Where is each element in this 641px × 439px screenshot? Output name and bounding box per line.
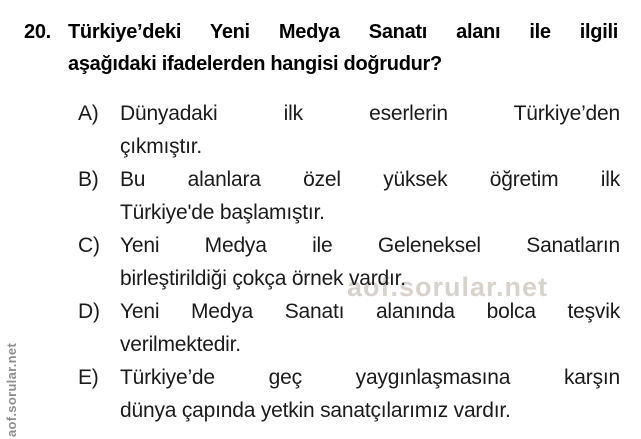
option-d-text xyxy=(120,295,620,361)
option-a-line-1: Dünyadaki ilk eserlerin Türkiye’den xyxy=(120,102,620,125)
option-c-line-1: Yeni Medya ile Geleneksel Sanatların xyxy=(120,234,620,257)
option-a-line-2: çıkmıştır. xyxy=(120,135,203,158)
option-b xyxy=(78,163,620,229)
option-a xyxy=(78,97,620,163)
option-a-text xyxy=(120,97,620,163)
option-c-text xyxy=(120,229,620,295)
option-d-line-2: verilmektedir. xyxy=(120,333,241,356)
question-line-1: Türkiye’deki Yeni Medya Sanatı alanı ile ilgili xyxy=(68,21,618,43)
option-d xyxy=(78,295,620,361)
question-text xyxy=(68,16,618,80)
option-b-letter: B) xyxy=(78,168,99,191)
question-line-2: aşağıdaki ifadelerden hangisi doğrudur? xyxy=(68,53,442,75)
option-d-letter: D) xyxy=(78,300,100,323)
question-number: 20. xyxy=(24,21,51,43)
option-e-letter: E) xyxy=(78,366,99,389)
left-vertical-watermark: aof.sorular.net xyxy=(4,342,19,437)
option-e xyxy=(78,361,620,427)
option-e-line-1: Türkiye’de geç yaygınlaşmasına karşın xyxy=(120,366,620,389)
option-b-text xyxy=(120,163,620,229)
option-a-letter: A) xyxy=(78,102,99,125)
option-c-letter: C) xyxy=(78,234,100,257)
option-b-line-2: Türkiye'de başlamıştır. xyxy=(120,201,325,224)
option-d-line-1: Yeni Medya Sanatı alanında bolca teşvik xyxy=(120,300,620,323)
option-c xyxy=(78,229,620,295)
options-list xyxy=(78,97,620,427)
center-watermark: aof.sorular.net xyxy=(347,272,549,302)
option-e-text xyxy=(120,361,620,427)
question-block xyxy=(24,16,618,80)
option-c-line-2: birleştirildiği çokça örnek vardır. xyxy=(120,267,406,290)
option-e-line-2: dünya çapında yetkin sanatçılarımız vardır. xyxy=(120,399,511,422)
option-b-line-1: Bu alanlara özel yüksek öğretim ilk xyxy=(120,168,620,191)
